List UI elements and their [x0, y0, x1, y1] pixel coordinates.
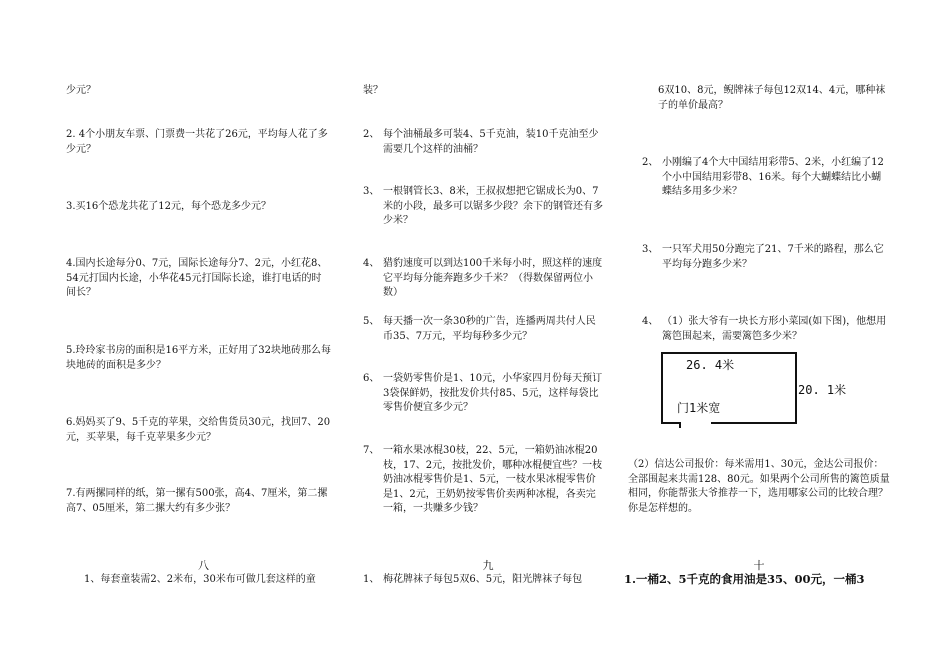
col3-question-4: （1）张大爷有一块长方形小菜园(如下图)，他想用篱笆围起来，需要篱笆多少米？ [662, 316, 887, 342]
col2-question-4: 猎豹速度可以到达100千米每小时，照这样的速度它平均每分能奔跑多少千米？（得数保留两位小数） [383, 258, 603, 298]
col3-question-3-number: 3、 [642, 244, 659, 255]
col1-top-fragment: 少元？ [66, 85, 96, 96]
col3-question-4-number: 4、 [642, 316, 659, 327]
section-9-question-1-number: 1、 [363, 574, 380, 585]
col2-question-7-number: 7、 [363, 445, 380, 456]
col2-question-6: 一袋奶零售价是1、10元，小华家四月份每天预订3袋保鲜奶，按批发价共付85、5元，这样每袋比零售价便宜多少元？ [383, 373, 603, 413]
col3-question-4-part-2: （2）信达公司报价：每米需用1、30元，金达公司报价：全部围起来共需128、80元。如果两个公司所售的篱笆质量相同，你能帮张大爷推荐一下，选用哪家公司的比较合理？你是怎样想的。 [628, 459, 890, 514]
col2-question-2-number: 2、 [363, 129, 380, 140]
garden-bottom-right-edge [711, 422, 797, 424]
col3-question-2: 小刚编了4个大中国结用彩带5、2米，小红编了12个小中国结用彩带8、16米。每个大蝴蝶结比小蝴蝶结多用多少米？ [662, 157, 884, 197]
col2-question-6-number: 6、 [363, 373, 380, 384]
section-10-heading: 十 [753, 559, 765, 572]
section-8-heading: 八 [198, 559, 209, 572]
col1-question-3: 3.买16个恐龙共花了12元，每个恐龙多少元？ [66, 201, 271, 212]
section-8-question-1: 1、每套童装需2、2米布，30米布可做几套这样的童 [84, 574, 316, 585]
garden-width-label: 20. 1米 [798, 383, 847, 397]
col2-question-4-number: 4、 [363, 258, 380, 269]
col2-question-5-number: 5、 [363, 316, 380, 327]
section-10-question-1: 1.一桶2、5千克的食用油是35、00元，一桶3 [624, 572, 865, 586]
garden-length-label: 26. 4米 [686, 358, 735, 372]
garden-door-marker [679, 422, 681, 428]
col3-question-2-number: 2、 [642, 157, 659, 168]
col1-question-4: 4.国内长途每分0、7元，国际长途每分7、2元，小红花8、54元打国内长途，小华花45元打国际长途，谁打电话的时间长？ [66, 258, 328, 298]
col2-question-3-number: 3、 [363, 186, 380, 197]
col2-question-3: 一根钢管长3、8米，王叔叔想把它锯成长为0、7米的小段，最多可以锯多少段？余下的钢管还有多少米？ [383, 186, 603, 226]
garden-door-label: 门1米宽 [677, 401, 721, 415]
col2-question-2: 每个油桶最多可装4、5千克油，装10千克油至少需要几个这样的油桶？ [383, 129, 599, 155]
col1-question-7: 7.有两摞同样的纸，第一摞有500张，高4、7厘米，第二摞高7、05厘米，第二摞大约有多少张？ [66, 488, 328, 514]
col3-question-3: 一只军犬用50分跑完了21、7千米的路程，那么它平均每分跑多少米？ [662, 244, 884, 270]
col2-question-7: 一箱水果冰棍30枝，22、5元，一箱奶油冰棍20枝，17、2元，按批发价，哪种冰棍便宜些？一枝奶油冰棍零售价是1、5元，一枝水果冰棍零售价是1、2元，王奶奶按零售价卖两种冰棍，各卖完一箱，一共赚多少钱？ [383, 445, 603, 514]
col3-top-fragment: 6双10、8元，鲵牌袜子每包12双14、4元，哪种袜子的单价最高？ [658, 85, 886, 111]
section-9-heading: 九 [482, 559, 494, 572]
col2-question-5: 每天播一次一条30秒的广告，连播两周共付人民币35、7万元，平均每秒多少元？ [383, 316, 596, 342]
section-9-question-1: 梅花牌袜子每包5双6、5元，阳光牌袜子每包 [383, 574, 583, 585]
col1-question-5: 5.玲玲家书房的面积是16平方米，正好用了32块地砖那么每块地砖的面积是多少？ [66, 345, 331, 371]
garden-bottom-left-edge [661, 422, 681, 424]
col2-top-fragment: 装？ [363, 85, 383, 96]
col1-question-6: 6.妈妈买了9、5千克的苹果，交给售货员30元，找回7、20元，买苹果，每千克苹果多少元？ [66, 417, 331, 443]
col1-question-2: 2. 4个小朋友车票、门票费一共花了26元，平均每人花了多少元？ [66, 129, 328, 155]
